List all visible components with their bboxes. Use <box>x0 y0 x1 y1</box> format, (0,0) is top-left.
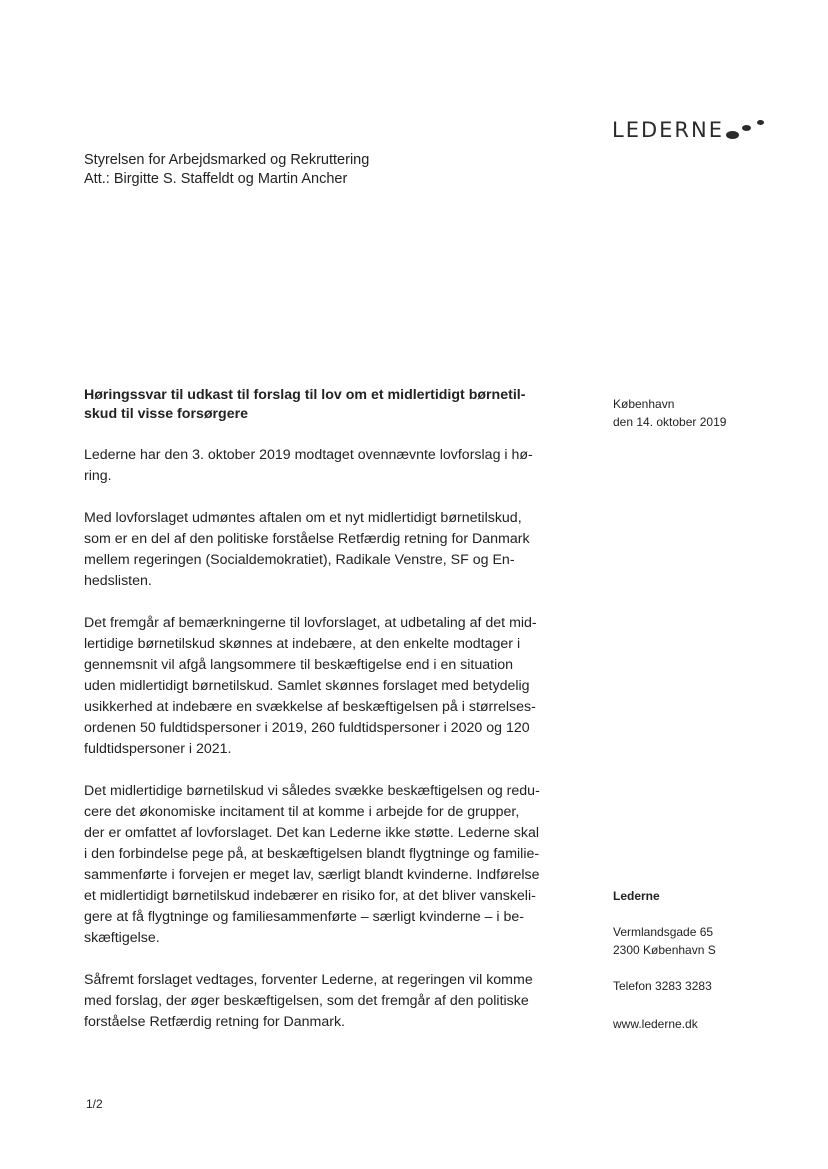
logo-wordmark: LEDERNE <box>612 118 724 142</box>
page-number: 1/2 <box>86 1097 103 1111</box>
paragraph: Med lovforslaget udmøntes aftalen om et nyt midlertidigt børnetilskud, som er en del af den politiske forståelse Retfærdig retning for Danmark mellem regeringen (Socialdemokratiet), Radikale Venstre, SF og En- hedslisten. <box>84 510 530 589</box>
paragraph: Det fremgår af bemærkningerne til lovforslaget, at udbetaling af det mid- lertidige børnetilskud skønnes at indebære, at den enkelte modtager i gennemsnit vil afgå langsommere til beskæftigelse end i en situation uden midlertidigt børnetilskud. Samlet skønnes forslaget med betydelig usikkerhed at indebære en svækkelse af beskæftigelsen på i størrelses- ordenen 50 fuldtidspersoner i 2019, 260 fuldtidspersoner i 2020 og 120 fuldtidspersoner i 2021. <box>84 615 537 757</box>
sender-address <box>613 923 716 959</box>
logo-dots-icon <box>724 117 772 143</box>
letter-subject: Høringssvar til udkast til forslag til lov om et midlertidigt børnetil- skud til visse forsørgere <box>84 387 526 422</box>
sender-phone: Telefon 3283 3283 <box>613 979 712 993</box>
letter-body <box>84 386 554 1054</box>
lederne-logo <box>612 117 772 143</box>
paragraph: Såfremt forslaget vedtages, forventer Lederne, at regeringen vil komme med forslag, der øger beskæftigelsen, som det fremgår af den politiske forståelse Retfærdig retning for Danmark. <box>84 972 533 1030</box>
postal-city: 2300 København S <box>613 943 716 957</box>
paragraph: Lederne har den 3. oktober 2019 modtaget ovennævnte lovforslag i hø- ring. <box>84 447 533 484</box>
city: København <box>613 397 675 411</box>
recipient-block <box>84 151 369 189</box>
place-and-date <box>613 395 726 431</box>
sender-website: www.lederne.dk <box>613 1017 698 1031</box>
street: Vermlandsgade 65 <box>613 925 714 939</box>
recipient-attention: Att.: Birgitte S. Staffeldt og Martin Ancher <box>84 171 348 187</box>
sender-organization: Lederne <box>613 889 660 903</box>
letter-date: den 14. oktober 2019 <box>613 415 727 429</box>
paragraph: Det midlertidige børnetilskud vi således svække beskæftigelsen og redu- cere det økonomiske incitament til at komme i arbejde for de grupper, der er omfattet af lovforslaget. Det kan Lederne ikke støtte. Lederne skal i den forbindelse pege på, at beskæftigelsen blandt flygtninge og familie- sammenførte i forvejen er meget lav, særligt blandt kvinderne. Indførelse et midlertidigt børnetilskud indebærer en risiko for, at det bliver vanskeli- gere at få flygtninge og familiesammenførte – særligt kvinderne – i be- skæftigelse. <box>84 783 540 946</box>
recipient-organization: Styrelsen for Arbejdsmarked og Rekruttering <box>84 152 370 168</box>
